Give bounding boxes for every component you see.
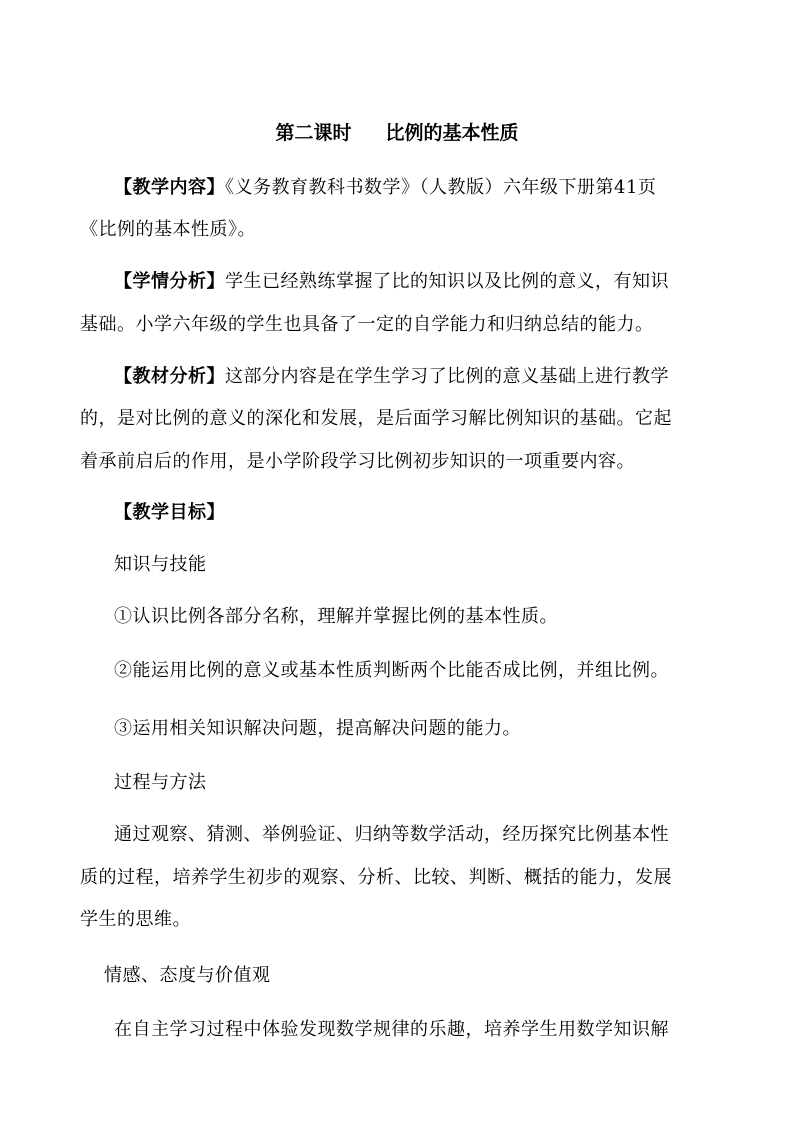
page-title — [0, 120, 794, 146]
process-text-line2: 质的过程，培养学生初步的观察、分析、比较、判断、概括的能力，发展 — [80, 867, 672, 888]
material-text-line1: 这部分内容是在学生学习了比例的意义基础上进行教学 — [225, 366, 669, 387]
material-heading: 【教材分析】 — [114, 366, 225, 387]
lesson-label: 第二课时 — [275, 122, 352, 144]
learner-text-line2: 基础。小学六年级的学生也具备了一定的自学能力和归纳总结的能力。 — [80, 314, 654, 335]
emotion-text-line1: 在自主学习过程中体验发现数学规律的乐趣，培养学生用数学知识解 — [114, 1019, 669, 1040]
objective-item-2: ②能运用比例的意义或基本性质判断两个比能否成比例，并组比例。 — [114, 660, 669, 681]
content-heading: 【教学内容】 — [114, 177, 225, 198]
learner-paragraph-line1 — [114, 270, 669, 294]
knowledge-heading: 知识与技能 — [114, 554, 207, 575]
material-paragraph-line1 — [114, 365, 669, 389]
learner-heading: 【学情分析】 — [114, 271, 225, 292]
content-paragraph-line1 — [114, 176, 656, 200]
learner-text-line1: 学生已经熟练掌握了比的知识以及比例的意义，有知识 — [225, 271, 669, 292]
objective-item-1: ①认识比例各部分名称，理解并掌握比例的基本性质。 — [114, 606, 558, 627]
material-text-line3: 着承前启后的作用，是小学阶段学习比例初步知识的一项重要内容。 — [80, 451, 635, 472]
emotion-heading: 情感、态度与价值观 — [104, 965, 271, 986]
objectives-heading: 【教学目标】 — [114, 502, 225, 523]
process-heading: 过程与方法 — [114, 772, 207, 793]
content-text-line2: 《比例的基本性质》。 — [80, 219, 256, 240]
lesson-topic: 比例的基本性质 — [385, 122, 519, 144]
process-text-line1: 通过观察、猜测、举例验证、归纳等数学活动，经历探究比例基本性 — [114, 824, 669, 845]
process-text-line3: 学生的思维。 — [80, 909, 191, 930]
content-text-line1: 《义务教育教科书数学》（人教版）六年级下册第41页 — [225, 177, 657, 198]
objective-item-3: ③运用相关知识解决问题，提高解决问题的能力。 — [114, 718, 521, 739]
material-text-line2: 的，是对比例的意义的深化和发展，是后面学习解比例知识的基础。它起 — [80, 408, 672, 429]
